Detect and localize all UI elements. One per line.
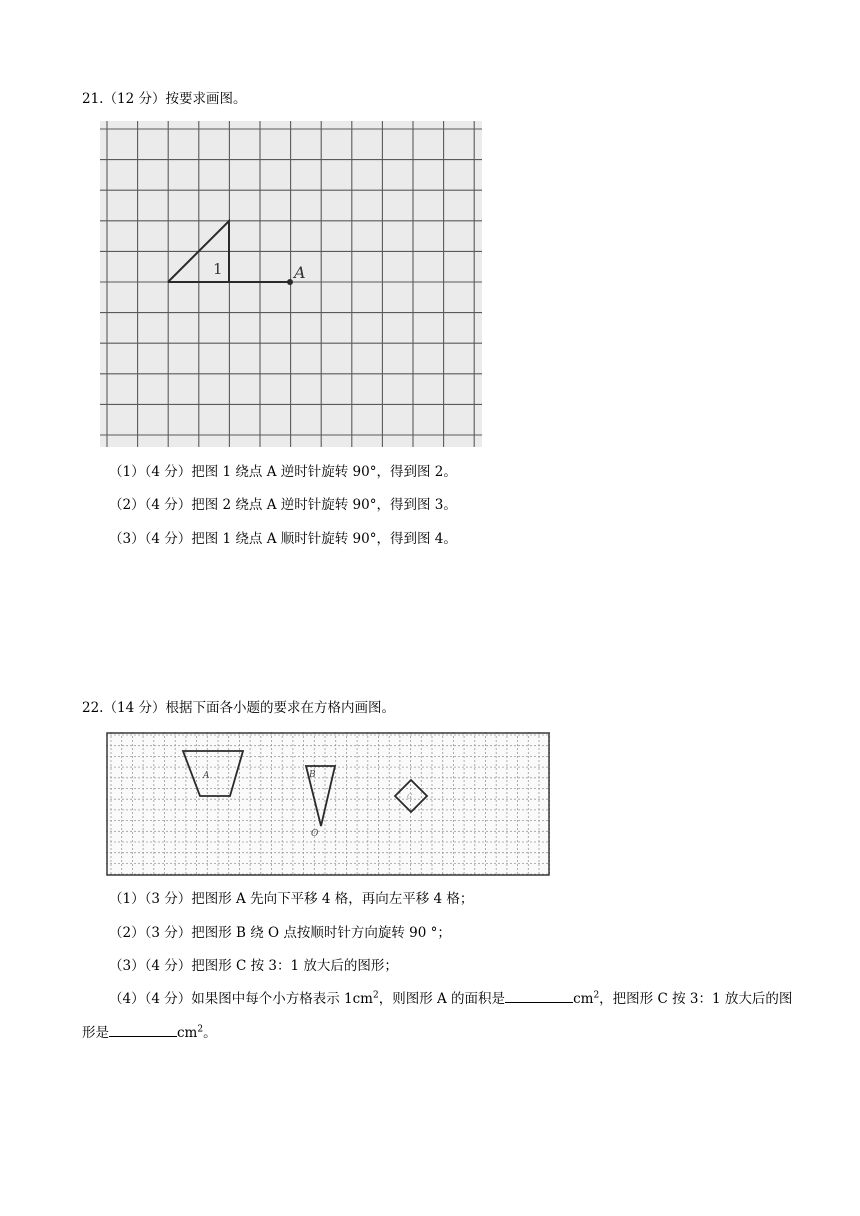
q21-title bbox=[82, 90, 246, 108]
q21-part-1: （1）（4 分）把图 1 绕点 A 逆时针旋转 90°，得到图 2。 bbox=[109, 464, 457, 480]
q21-score: （12 分） bbox=[103, 91, 166, 107]
q21-instruction: 按要求画图。 bbox=[165, 91, 247, 107]
shape-a-label: A bbox=[203, 771, 210, 781]
q22-part-2: （2）（3 分）把图形 B 绕 O 点按顺时针方向旋转 90 °； bbox=[109, 925, 451, 941]
point-a-dot bbox=[287, 279, 293, 285]
q21-number: 21. bbox=[82, 91, 104, 107]
q21-grid-figure[interactable] bbox=[100, 121, 482, 447]
point-o-label: O bbox=[311, 829, 319, 839]
q21-part-2: （2）（4 分）把图 2 绕点 A 逆时针旋转 90°，得到图 3。 bbox=[109, 497, 457, 513]
q22-instruction: 根据下面各小题的要求在方格内画图。 bbox=[165, 700, 395, 716]
q22-grid-figure[interactable] bbox=[106, 732, 550, 876]
q22-part-1: （1）（3 分）把图形 A 先向下平移 4 格，再向左平移 4 格； bbox=[109, 891, 474, 907]
shape-c-label: C bbox=[407, 793, 413, 801]
area-a-answer-blank[interactable] bbox=[505, 988, 573, 1003]
shape-b-label: B bbox=[309, 770, 316, 780]
q22-part-4: （4）（4 分）如果图中每个小方格表示 $1cm^2$，则图形 A 的面积是 $cm^2$，把图形 C 按 3：1 放大后的图形是 $cm^2$。 bbox=[82, 982, 802, 1050]
shape-1-label: 1 bbox=[213, 260, 223, 278]
q22-score: （14 分） bbox=[103, 700, 166, 716]
q22-number: 22. bbox=[82, 700, 104, 716]
point-a-label: A bbox=[294, 263, 306, 282]
area-c-answer-blank[interactable] bbox=[109, 1022, 177, 1037]
q22-part-3: （3）（4 分）把图形 C 按 3：1 放大后的图形； bbox=[109, 958, 398, 974]
q21-part-3: （3）（4 分）把图 1 绕点 A 顺时针旋转 90°，得到图 4。 bbox=[109, 531, 457, 547]
q22-title bbox=[82, 699, 395, 717]
